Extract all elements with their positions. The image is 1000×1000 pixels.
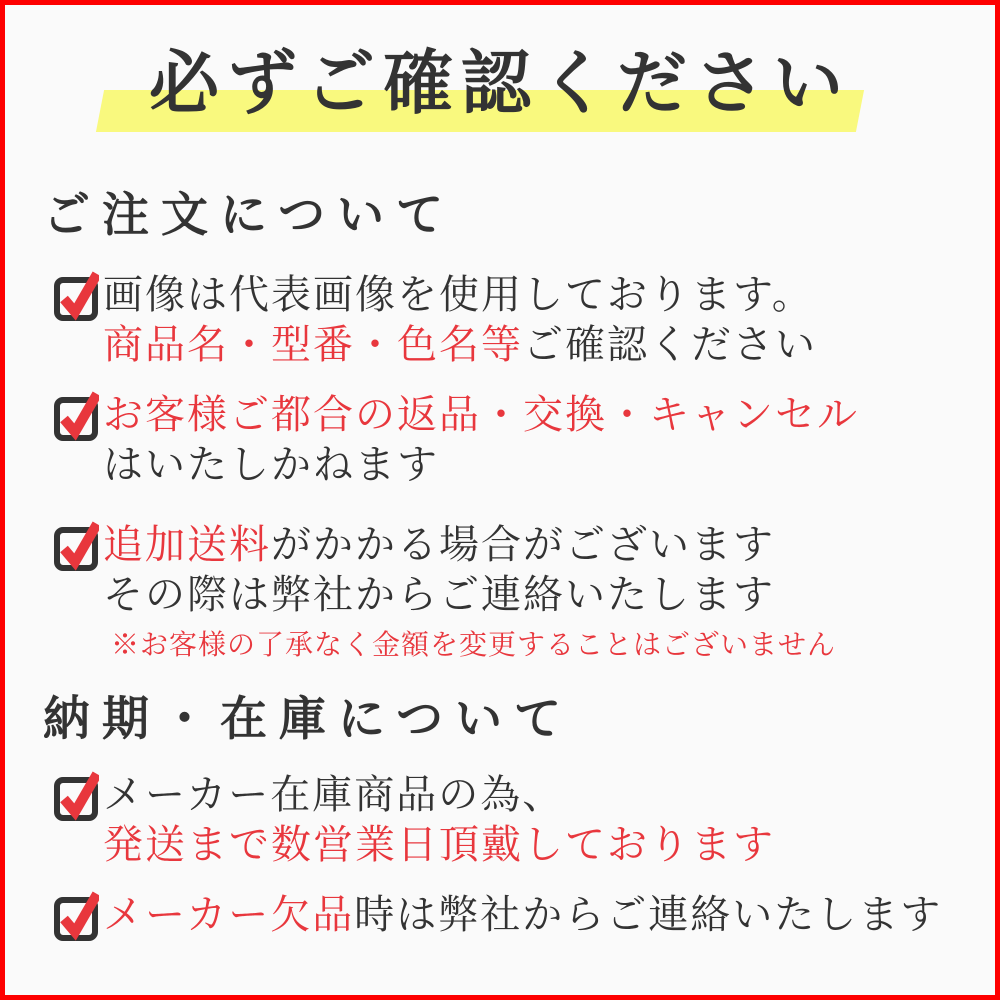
item-line <box>103 520 975 570</box>
item-line <box>103 770 975 820</box>
item-line <box>103 270 975 320</box>
checked-checkbox-icon <box>53 767 99 823</box>
item-text-emphasis: メーカー欠品 <box>103 892 355 937</box>
list-item-representative-image <box>53 270 975 370</box>
section-heading-stock: 納期・在庫について <box>43 694 574 746</box>
item-line <box>103 570 975 620</box>
item-text-emphasis: 商品名・型番・色名等 <box>103 322 523 367</box>
section-heading-order: ご注文について <box>43 190 456 242</box>
checked-checkbox-icon <box>53 387 99 443</box>
item-line <box>103 890 975 940</box>
item-text-emphasis: 発送まで数営業日頂戴しております <box>103 822 775 867</box>
item-text: その際は弊社からご連絡いたします <box>103 572 775 617</box>
item-text: がかかる場合がございます <box>271 522 775 567</box>
item-line <box>103 440 975 490</box>
item-line <box>103 390 975 440</box>
item-text: はいたしかねます <box>103 442 439 487</box>
item-text: 時は弊社からご連絡いたします <box>354 892 943 937</box>
item-text: メーカー在庫商品の為、 <box>103 772 565 817</box>
item-text: 画像は代表画像を使用しております。 <box>103 272 814 317</box>
list-item-maker-stock <box>53 770 975 870</box>
item-text-emphasis: お客様ご都合の返品・交換・キャンセル <box>103 392 859 437</box>
checked-checkbox-icon <box>53 517 99 573</box>
list-item-maker-shortage <box>53 890 975 940</box>
list-item-extra-shipping <box>53 520 975 662</box>
item-line <box>103 320 975 370</box>
item-text-emphasis: 追加送料 <box>103 522 271 567</box>
checked-checkbox-icon <box>53 267 99 323</box>
title-block <box>5 35 995 135</box>
item-text: ご確認ください <box>523 322 817 367</box>
item-line <box>103 820 975 870</box>
page-title: 必ずご確認ください <box>149 46 851 123</box>
list-item-returns <box>53 390 975 490</box>
checked-checkbox-icon <box>53 887 99 943</box>
item-footnote: ※お客様の了承なく金額を変更することはございません <box>111 630 837 661</box>
